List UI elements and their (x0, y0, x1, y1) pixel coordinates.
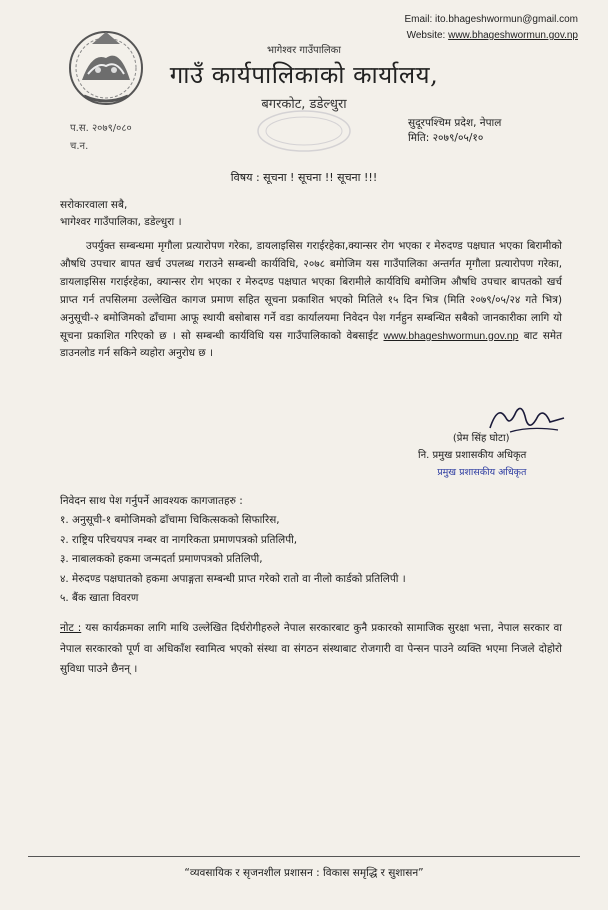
body-text-main: उपर्युक्त सम्बन्धमा मृगौला प्रत्यारोपण गरेका, डायलाइसिस गराईरहेका,क्यान्सर रोग भएका र मेरुदण्ड पक्षघात भएका बिरामीको औषधि उपचार बापत खर्च उपलब्ध गराउने सम्बन्धी कार्यविधि, २०७८ बमोजिम यस गाउँपालिका अन्तर्गत मृगौला प्रत्यारोपण गरेका, डायलाइसिस गराईरहेका, क्यान्सर रोग भएका र मेरुदण्ड पक्षघात भएका बिरामीले कार्यविधि बमोजिम औषधि उपचार बापतको खर्च प्राप्त गर्न तपसिलमा उल्लेखित कागज प्रमाण सहित सूचना प्रकाशित भएको मितिले १५ दिन भित्र (मिति २०७९/०५/२४ गते भित्र) अनुसूची-२ बमोजिमको ढाँचामा आफू स्थायी बसोबास गर्ने वडा कार्यालयमा निवेदन पेश गर्नहुन सम्बन्धित सबैको जानकारीका लागि यो सूचना प्रकाशित गरिएको छ । सो सम्बन्धी कार्यविधि यस गाउँपालिकाको वेबसाईट (60, 240, 562, 342)
body-text-end: बाट समेत डाउनलोड गर्न सकिने व्यहोरा अनुरोध छ । (60, 329, 562, 360)
list-item: १. अनुसूची-१ बमोजिमको ढाँचामा चिकित्सकको सिफारिस, (60, 514, 280, 526)
body-url-link[interactable]: www.bhageshwormun.gov.np (383, 330, 519, 342)
footer-divider (28, 856, 580, 857)
province-name: सुदूरपश्चिम प्रदेश, नेपाल (408, 117, 502, 129)
list-item: ३. नाबालकको हकमा जन्मदर्ता प्रमाणपत्रको प्रतिलिपी, (60, 553, 263, 565)
signatory-block (418, 430, 526, 481)
documents-list (60, 511, 406, 609)
issue-date: मिति: २०७९/०५/१० (408, 132, 484, 144)
addressee-line-2: भागेश्वर गाउँपालिका, डडेल्धुरा । (60, 216, 182, 228)
note-text: यस कार्यक्रमका लागि माथि उल्लेखित दिर्घरोगीहरुले नेपाल सरकारबाट कुनै प्रकारको सामाजिक सुरक्षा भत्ता, नेपाल सरकार वा नेपाल सरकारको पूर्ण वा अधिकाँश स्वामित्व भएको संस्था वा संगठन संस्थाबाट रोजगारी वा पेन्सन पाउने व्यक्ति भएमा निजले दोहोरो सुविधा पाउने छैनन् । (60, 622, 562, 675)
faded-stamp-icon (254, 108, 354, 154)
email-line: Email: ito.bhageshwormun@gmail.com (404, 14, 578, 25)
office-location: बगरकोट, डडेल्धुरा (261, 97, 347, 112)
note-paragraph (60, 618, 562, 680)
addressee (60, 197, 182, 231)
reference-number: प.स. २०७९/०८० (70, 123, 132, 134)
notice-body (60, 238, 562, 363)
list-item: २. राष्ट्रिय परिचयपत्र नम्बर वा नागरिकता प्रमाणपत्रको प्रतिलिपी, (60, 533, 298, 546)
list-item: ५. बैंक खाता विवरण (60, 592, 139, 604)
website-label: Website: (406, 30, 446, 41)
signatory-stamp-title: प्रमुख प्रशासकीय अधिकृत (437, 467, 527, 478)
signatory-title: नि. प्रमुख प्रशासकीय अधिकृत (418, 450, 527, 461)
office-title: गाउँ कार्यपालिकाको कार्यालय, (169, 61, 439, 89)
addressee-line-1: सरोकारवाला सबै, (60, 199, 128, 211)
dispatch-number: च.न. (70, 141, 89, 152)
list-item: ४. मेरुदण्ड पक्षघातको हकमा अपाङ्गता सम्बन्धी प्राप्त गरेको रातो वा नीलो कार्डको प्रतिलिपी । (60, 572, 406, 585)
municipality-name: भागेश्वर गाउँपालिका (267, 45, 341, 56)
footer-motto: “व्यवसायिक र सृजनशील प्रशासन : विकास समृद्धि र सुशासन” (184, 867, 424, 879)
documents-heading: निवेदन साथ पेश गर्नुपर्ने आवश्यक कागजातहरु : (60, 495, 243, 507)
subject-line: विषय : सूचना ! सूचना !! सूचना !!! (230, 171, 378, 184)
province-block (408, 116, 501, 146)
website-link[interactable]: www.bhageshwormun.gov.np (448, 30, 578, 41)
reference-block (70, 120, 132, 156)
signatory-name: (प्रेम सिंह घोटा) (452, 433, 510, 444)
contact-block (404, 12, 578, 44)
note-label: नोट : (60, 622, 82, 634)
